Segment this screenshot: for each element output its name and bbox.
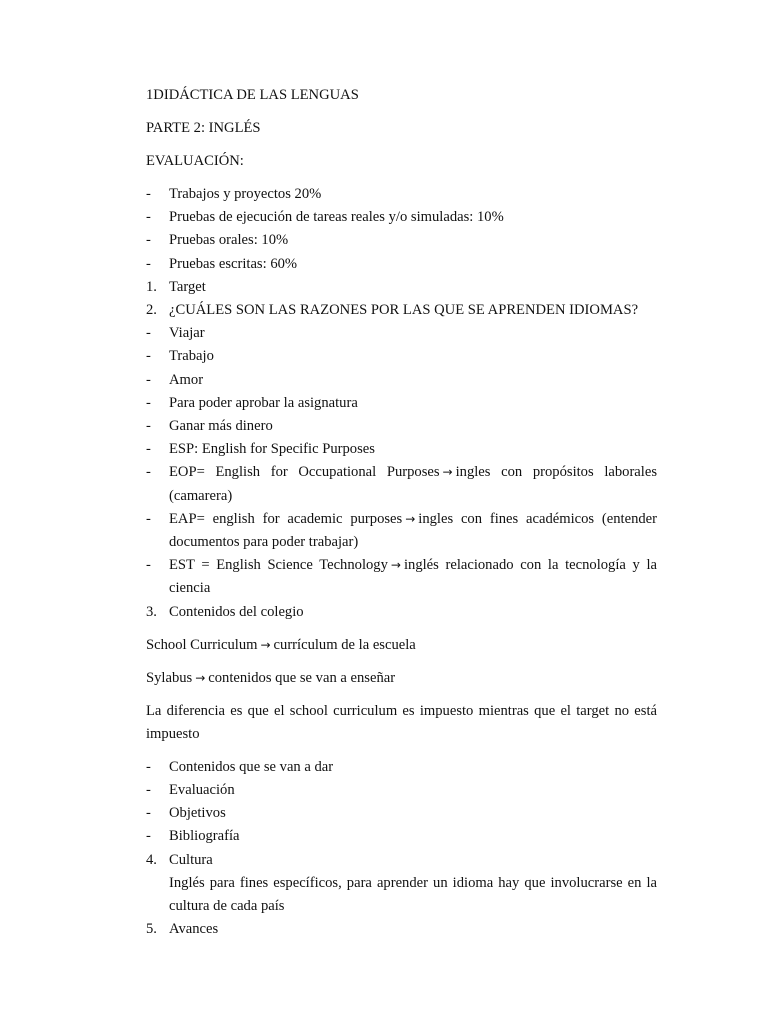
list-marker: - [146,186,151,202]
main-list [146,183,657,624]
arrow-right-icon: → [405,511,416,526]
list-item [146,229,657,252]
list-marker: - [146,758,151,775]
eop-definition: ingles con propósitos laborales (camarera) [169,464,657,504]
list-item-text: Target [169,278,206,295]
list-item-text [169,508,657,554]
doc-title: 1DIDÁCTICA DE LAS LENGUAS [146,87,359,103]
list-item [146,802,657,825]
arrow-right-icon: → [195,670,206,685]
eap-term: EAP= english for academic purposes [169,510,403,527]
list-item [146,415,657,438]
list-marker: - [146,325,151,342]
eap-definition: ingles con fines académicos (entender documentos para poder trabajar) [169,510,658,551]
difference-paragraph: La diferencia es que el school curriculum es impuesto mientras que el target no está impuesto [146,702,657,742]
list-marker: 1. [146,278,157,295]
list-item-text: Ganar más dinero [169,418,273,435]
list-marker: - [146,255,151,272]
list-item [146,322,657,345]
list-item-text: Evaluación [169,782,235,799]
list-marker: - [146,828,151,845]
list-marker: - [146,418,151,435]
list-item-text: ¿CUÁLES SON LAS RAZONES POR LAS QUE SE APRENDEN IDIOMAS? [169,302,639,319]
list-item-text: Bibliografía [169,828,240,845]
list-marker: - [146,348,151,365]
list-item [146,183,657,206]
list-item [146,601,657,624]
list-item-text: Pruebas orales: 10% [169,232,289,249]
list-item [146,345,657,368]
list-item [146,779,657,802]
list-item [146,849,657,872]
secondary-list [146,756,657,942]
sylabus-term: Sylabus [146,669,193,686]
arrow-right-icon: → [390,558,401,573]
list-item [146,392,657,415]
eop-term: EOP= English for Occupational Purposes [169,464,440,481]
list-item-text: Trabajo [169,348,214,365]
list-item-eop [146,461,657,507]
list-item [146,276,657,299]
list-marker: 3. [146,603,157,620]
sylabus-line [146,667,657,690]
school-curriculum-term: School Curriculum [146,636,258,653]
school-curriculum-line [146,634,657,657]
list-item-est [146,554,657,600]
list-marker: - [146,394,151,411]
list-marker: - [146,371,151,388]
list-item-text: ESP: English for Specific Purposes [169,441,375,458]
list-item-text: Contenidos del colegio [169,603,304,620]
est-definition: inglés relacionado con la tecnología y la ciencia [169,557,657,597]
list-item-text: Avances [169,921,219,938]
sylabus-definition: contenidos que se van a enseñar [208,669,396,686]
part-heading: PARTE 2: INGLÉS [146,120,261,136]
list-item [146,253,657,276]
arrow-right-icon: → [260,637,271,652]
list-item-text: Contenidos que se van a dar [169,758,334,775]
list-item [146,369,657,392]
list-marker: - [146,557,151,574]
list-marker: - [146,805,151,822]
arrow-right-icon: → [442,465,453,480]
list-item [146,299,657,322]
list-item-text [169,554,657,600]
list-item-text: Amor [169,371,204,388]
list-item [146,756,657,779]
list-marker: 2. [146,302,157,319]
evaluation-heading: EVALUACIÓN: [146,153,244,169]
list-item-text: Trabajos y proyectos 20% [169,186,322,202]
list-marker: - [146,441,151,458]
list-marker: - [146,209,151,226]
list-item-text: Objetivos [169,805,226,822]
list-item-text: Viajar [169,325,205,342]
list-item [146,918,657,941]
list-item [146,438,657,461]
list-item-eap [146,508,657,554]
list-marker: - [146,464,151,481]
list-item-text: Cultura [169,851,213,868]
list-marker: - [146,510,151,527]
list-item [146,206,657,229]
list-marker: - [146,782,151,799]
list-item-text: Pruebas de ejecución de tareas reales y/o simuladas: 10% [169,209,504,226]
list-item-text: Para poder aprobar la asignatura [169,394,358,411]
cultura-description: Inglés para fines específicos, para aprender un idioma hay que involucrarse en la cultura de cada país [169,874,657,915]
list-marker: - [146,232,151,249]
list-item-text [169,461,657,507]
list-item-text: Pruebas escritas: 60% [169,255,298,272]
list-marker: 4. [146,851,157,868]
est-term: EST = English Science Technology [169,557,388,574]
school-curriculum-definition: currículum de la escuela [273,636,416,653]
list-item [146,825,657,848]
list-marker: 5. [146,921,157,938]
